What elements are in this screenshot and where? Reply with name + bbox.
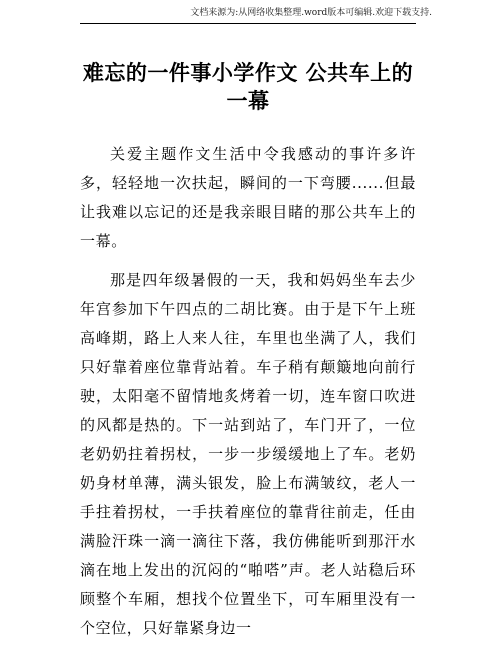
header-divider [80,23,416,24]
document-title: 难忘的一件事小学作文 公共车上的一幕 [82,61,414,113]
paragraph: 关爱主题作文生活中令我感动的事许多许多，轻轻地一次扶起，瞬间的一下弯腰......但最让我难以忘记的还是我亲眼目睹的那公共车上的一幕。 [80,145,416,250]
document-body [80,140,416,653]
header-note: 文档来源为:从网络收集整理.word版本可编辑.欢迎下载支持. [190,8,432,18]
paragraph: 那是四年级暑假的一天，我和妈妈坐车去少年宫参加下午四点的二胡比赛。由于是下午上班高峰期，路上人来人往，车里也坐满了人，我们只好靠着座位靠背站着。车子稍有颠簸地向前行驶，太阳毫不留情地炙烤着一切，连车窗口吹进的风都是热的。下一站到站了，车门开了，一位老奶奶拄着拐杖，一步一步缓缓地上了车。老奶奶身材单薄，满头银发，脸上布满皱纹，老人一手拄着拐杖，一手扶着座位的靠背往前走，任由满脸汗珠一滴一滴往下落，我仿佛能听到那汗水滴在地上发出的沉闷的“啪嗒”声。老人站稳后环顾整个车厢，想找个位置坐下，可车厢里没有一个空位，只好靠紧身边一 [80,271,416,637]
